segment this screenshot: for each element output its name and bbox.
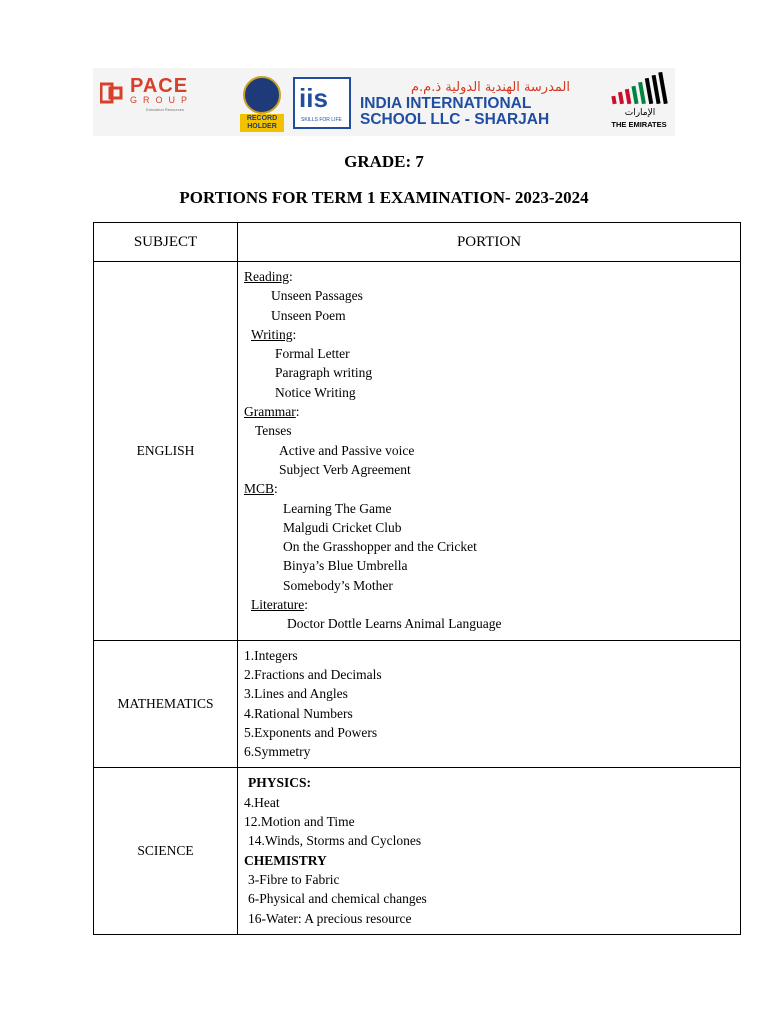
portion-item: Binya’s Blue Umbrella xyxy=(283,558,408,574)
school-name-line1: INDIA INTERNATIONAL xyxy=(360,95,532,112)
portion-item: 6.Symmetry xyxy=(244,744,311,760)
grade-title: GRADE: 7 xyxy=(344,152,424,171)
table-row-science xyxy=(94,768,741,934)
portion-item: Notice Writing xyxy=(275,384,356,400)
portion-item: 3-Fibre to Fabric xyxy=(248,871,340,887)
table-row-english xyxy=(94,262,741,641)
column-header-subject: SUBJECT xyxy=(94,223,238,262)
pace-wordmark: PACE xyxy=(130,75,189,97)
section-suffix: : xyxy=(289,269,293,284)
iis-letters: iis xyxy=(299,83,328,113)
section-line xyxy=(244,595,740,614)
section-suffix: : xyxy=(295,404,300,420)
portion-item: 6-Physical and chemical changes xyxy=(248,891,427,907)
subject-cell: SCIENCE xyxy=(94,768,238,934)
portion-item: Malgudi Cricket Club xyxy=(283,519,402,535)
iis-tagline: SKILLS FOR LIFE xyxy=(301,117,342,123)
portion-item: 2.Fractions and Decimals xyxy=(244,666,382,682)
portion-item: Learning The Game xyxy=(283,500,392,516)
iis-logo xyxy=(293,77,351,129)
portion-item: 14.Winds, Storms and Cyclones xyxy=(248,833,422,849)
portion-item: Doctor Dottle Learns Animal Language xyxy=(287,616,502,632)
section-label: Literature xyxy=(251,597,305,613)
column-header-portion: PORTION xyxy=(238,223,741,262)
portion-item: On the Grasshopper and the Cricket xyxy=(283,539,477,555)
portion-item: Subject Verb Agreement xyxy=(279,461,411,477)
portions-table xyxy=(93,222,741,935)
portion-item: 16-Water: A precious resource xyxy=(248,910,412,926)
portion-item: Active and Passive voice xyxy=(279,442,415,458)
table-row-mathematics xyxy=(94,640,741,768)
section-suffix: : xyxy=(292,326,297,342)
the-emirates-logo xyxy=(606,72,672,134)
school-arabic-name: المدرسة الهندية الدولية ذ.م.م xyxy=(410,80,570,95)
portion-item: 3.Lines and Angles xyxy=(244,686,348,702)
section-line xyxy=(244,479,740,498)
section-line xyxy=(244,325,740,344)
portion-item: 5.Exponents and Powers xyxy=(244,724,378,740)
portion-item: 4.Heat xyxy=(244,794,280,810)
globe-icon xyxy=(243,76,281,114)
portion-item: Unseen Poem xyxy=(271,307,346,323)
emirates-english-text: THE EMIRATES xyxy=(611,120,667,129)
pace-tagline: Education Resources xyxy=(146,107,185,112)
section-heading: CHEMISTRY xyxy=(244,852,327,868)
pace-mark-icon xyxy=(100,82,126,104)
section-label: Writing xyxy=(251,326,293,342)
portion-cell xyxy=(238,640,741,768)
portion-item: Unseen Passages xyxy=(271,288,363,304)
section-label: MCB xyxy=(244,481,275,497)
record-holder-text: RECORD HOLDER xyxy=(240,114,284,132)
portion-item: 1.Integers xyxy=(244,647,298,663)
portion-item: Tenses xyxy=(255,423,292,439)
school-name-line2: SCHOOL LLC - SHARJAH xyxy=(360,111,550,128)
portion-item: 4.Rational Numbers xyxy=(244,705,353,721)
portion-item: Somebody’s Mother xyxy=(283,577,393,593)
term-title: PORTIONS FOR TERM 1 EXAMINATION- 2023-2024 xyxy=(179,188,589,207)
section-line xyxy=(244,402,740,421)
record-holder-badge xyxy=(238,76,286,134)
section-suffix: : xyxy=(274,481,278,497)
section-heading: PHYSICS: xyxy=(248,775,312,791)
section-suffix: : xyxy=(304,597,308,613)
pace-group-logo xyxy=(100,76,212,116)
subject-cell: ENGLISH xyxy=(94,262,238,641)
portion-item: 12.Motion and Time xyxy=(244,814,355,830)
emirates-bars-icon xyxy=(610,72,668,108)
portion-cell xyxy=(238,262,741,641)
portion-cell xyxy=(238,768,741,934)
emirates-arabic-text: الإمارات xyxy=(624,108,656,118)
section-label: Reading xyxy=(244,269,289,284)
pace-group-text: GROUP xyxy=(130,95,194,105)
section-line xyxy=(244,267,740,286)
portion-item: Formal Letter xyxy=(275,346,350,362)
portion-item: Paragraph writing xyxy=(275,365,373,381)
subject-cell: MATHEMATICS xyxy=(94,640,238,768)
section-label: Grammar xyxy=(244,404,296,420)
school-name xyxy=(356,80,574,132)
table-header-row xyxy=(94,223,741,262)
